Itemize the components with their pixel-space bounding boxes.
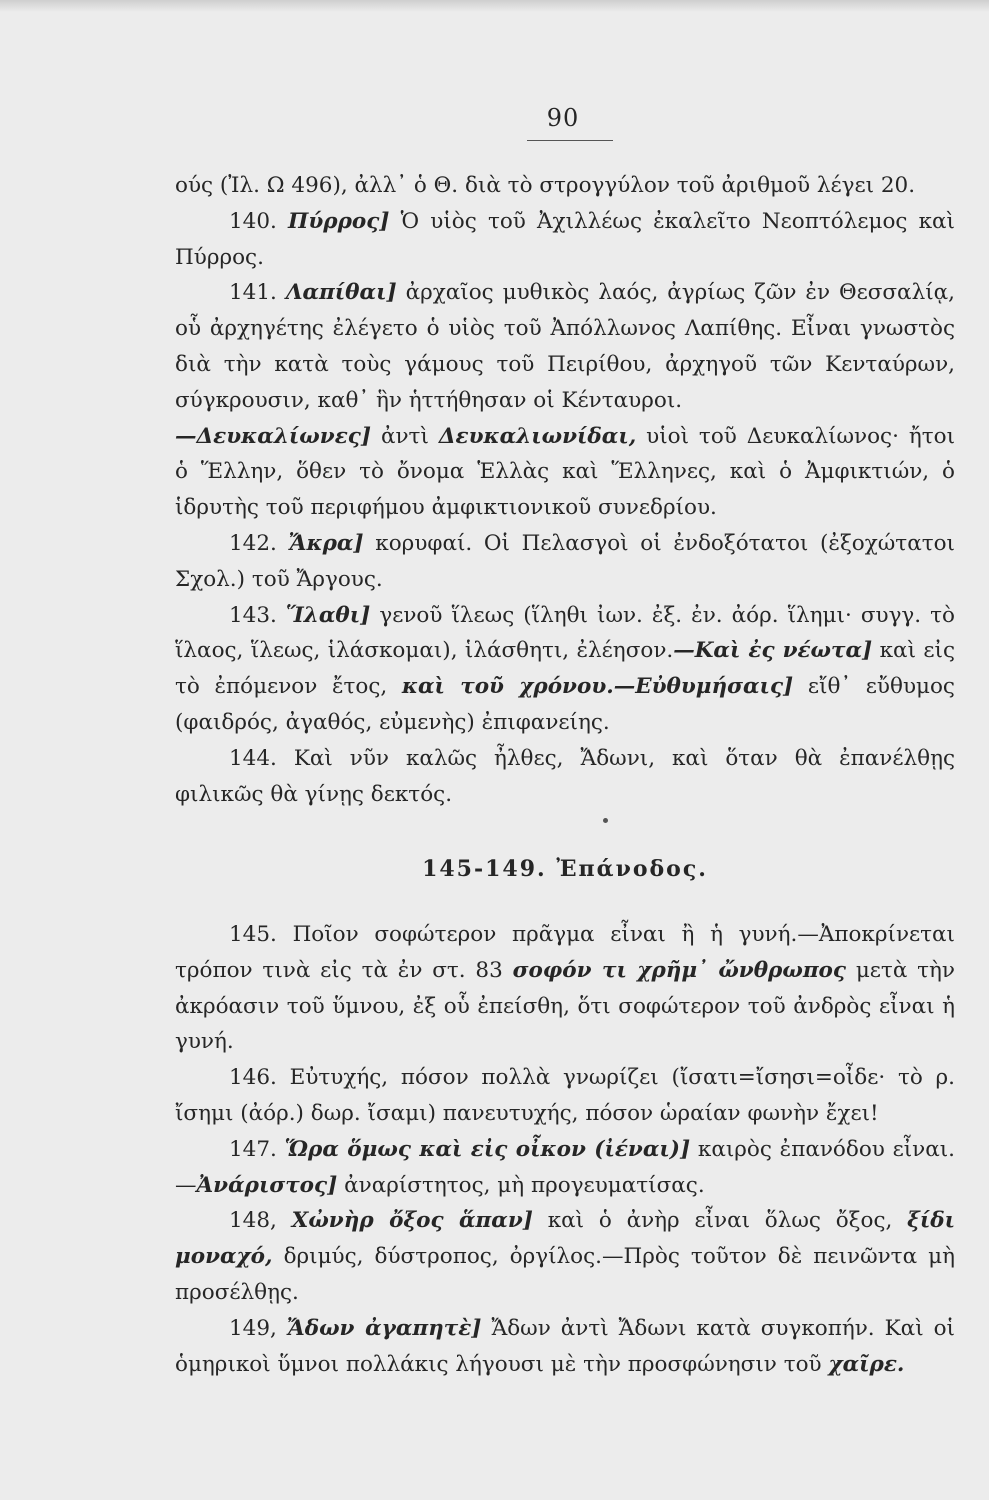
- para-146-num: 146.: [229, 1065, 277, 1091]
- para-147-head2: Ἀνάριστος]: [196, 1172, 338, 1198]
- para-149-text: Ἄδων ἀντὶ Ἄδωνι κατὰ συγκοπήν. Καὶ οἱ ὁμηρικοὶ ὕμνοι πολλάκις λήγουσι μὲ τὴν προσφώνησιν τοῦ: [175, 1315, 955, 1377]
- para-143-text3: εἴθ᾽ εὔθυμος (φαιδρός, ἀγαθός, εὐμενὴς) ἐπιφανείης.: [175, 674, 955, 735]
- para-144-text: Καὶ νῦν καλῶς ἦλθες, Ἄδωνι, καὶ ὅταν θὰ ἐπανέλθῃς φιλικῶς θὰ γίνῃς δεκτός.: [175, 745, 955, 807]
- para-149: [175, 1311, 955, 1383]
- commentary-lower: [175, 917, 955, 1382]
- para-142: [175, 526, 955, 598]
- para-intro-text: ούς (Ἰλ. Ω 496), ἀλλ᾽ ὁ Θ. διὰ τὸ στρογγύλον τοῦ ἀριθμοῦ λέγει 20.: [175, 173, 916, 198]
- para-144-num: 144.: [229, 745, 277, 771]
- para-145-text: Ποῖον σοφώτερον πρᾶγμα εἶναι ἢ ἡ γυνή.—Ἀποκρίνεται τρόπον τινὰ εἰς τὰ ἐν στ. 83: [175, 922, 955, 983]
- para-140-head: Πύρρος]: [288, 208, 390, 234]
- para-148: [175, 1203, 955, 1310]
- para-142-text: κορυφαί. Οἱ Πελασγοὶ οἱ ἐνδοξότατοι (ἐξοχώτατοι Σχολ.) τοῦ Ἄργους.: [175, 530, 955, 592]
- para-141-text: ἀρχαῖος μυθικὸς λαός, ἀγρίως ζῶν ἐν Θεσσαλίᾳ, οὗ ἀρχηγέτης ἐλέγετο ὁ υἱὸς τοῦ Ἀπόλλωνος Λαπίθης. Εἶναι γνωστὸς διὰ τὴν κατὰ τοὺς γάμους τοῦ Πειρίθου, ἀρχηγοῦ τῶν Κενταύρων, σύγκρουσιν, καθ᾽ ἣν ἡττήθησαν οἱ Κένταυροι.: [175, 280, 955, 413]
- para-148-num: 148,: [229, 1208, 277, 1234]
- ink-speck: [603, 818, 608, 823]
- para-142-head: Ἄκρα]: [288, 530, 364, 556]
- page-edge-shadow: [0, 0, 989, 12]
- para-141-head3: Δευκαλιωνίδαι,: [438, 423, 637, 449]
- para-143-num: 143.: [229, 602, 277, 628]
- page-number: 90: [546, 104, 580, 132]
- para-147: [175, 1132, 955, 1204]
- para-145-head: σοφόν τι χρῆμ᾽ ὤνθρωπος: [512, 957, 846, 983]
- para-143-head3: καὶ τοῦ χρόνου.: [401, 674, 614, 700]
- para-143-head2: —Καὶ ἐς νέωτα]: [673, 638, 873, 664]
- para-141-cont: [175, 419, 955, 526]
- para-145-text2: μετὰ τὴν ἀκρόασιν τοῦ ὕμνου, ἐξ οὗ ἐπείσθη, ὅτι σοφώτερον τοῦ ἀνδρὸς εἶναι ἡ γυνή.: [175, 957, 955, 1055]
- para-142-num: 142.: [229, 530, 277, 556]
- para-140: [175, 204, 955, 276]
- para-145: [175, 917, 955, 1060]
- para-143-head: Ἵλαθι]: [285, 602, 371, 628]
- para-141: [175, 275, 955, 418]
- para-140-text: Ὁ υἱὸς τοῦ Ἀχιλλέως ἐκαλεῖτο Νεοπτόλεμος καὶ Πύρρος.: [175, 208, 955, 270]
- para-148-text2: δριμύς, δύστροπος, ὀργίλος.—Πρὸς τοῦτον δὲ πεινῶντα μὴ προσέλθῃς.: [175, 1244, 955, 1305]
- para-149-num: 149,: [229, 1315, 277, 1341]
- para-intro: [175, 168, 955, 204]
- para-148-head: Χὠνὴρ ὄξος ἅπαν]: [291, 1208, 533, 1234]
- para-141-text2b: υἱοὶ τοῦ Δευκαλίωνος· ἤτοι ὁ Ἕλλην, ὅθεν τὸ ὄνομα Ἑλλὰς καὶ Ἕλληνες, καὶ ὁ Ἀμφικτιών, ὁ ἱδρυτὴς τοῦ περιφήμου ἀμφικτιονικοῦ συνεδρίου.: [175, 423, 956, 521]
- para-149-head: Ἄδων ἀγαπητὲ]: [286, 1315, 482, 1341]
- para-143-text2: καὶ εἰς τὸ ἐπόμενον ἔτος,: [175, 638, 955, 700]
- para-147-head: Ὥρα ὅμως καὶ εἰς οἶκον (ἰέναι)]: [284, 1136, 691, 1162]
- para-141-text2a: ἀντὶ: [380, 423, 429, 449]
- page-number-rule: [527, 140, 613, 141]
- para-143-text: γενοῦ ἵλεως (ἵληθι ἰων. ἐξ. ἐν. ἀόρ. ἵλημι· συγγ. τὸ ἵλαος, ἵλεως, ἱλάσκομαι), ἱλάσθητι, ἐλέησον.: [175, 602, 955, 664]
- para-148-head2: ξίδι μοναχό,: [175, 1208, 955, 1270]
- commentary-upper: [175, 168, 955, 812]
- para-141-head2: —Δευκαλίωνες]: [175, 423, 372, 449]
- section-title: 145-149. Ἐπάνοδος.: [422, 856, 708, 882]
- para-140-num: 140.: [229, 208, 277, 234]
- para-149-head2: χαῖρε.: [828, 1351, 905, 1377]
- para-147-text: καιρὸς ἐπανόδου εἶναι.—: [175, 1136, 955, 1198]
- para-141-num: 141.: [229, 280, 277, 306]
- para-144: [175, 741, 955, 813]
- para-143-head4: —Εὐθυμήσαις]: [613, 674, 794, 700]
- para-145-num: 145.: [229, 922, 277, 947]
- para-143: [175, 598, 955, 741]
- para-146: [175, 1060, 955, 1132]
- para-147-text2: ἀναρίστητος, μὴ προγευματίσας.: [344, 1172, 705, 1198]
- para-141-head: Λαπίθαι]: [285, 280, 397, 306]
- para-146-text: Εὐτυχής, πόσον πολλὰ γνωρίζει (ἴσατι=ἴσησι=οἶδε· τὸ ρ. ἴσημι (ἀόρ.) δωρ. ἴσαμι) πανευτυχής, πόσον ὡραίαν φωνὴν ἔχει!: [175, 1065, 955, 1126]
- para-148-text: καὶ ὁ ἀνὴρ εἶναι ὅλως ὄξος,: [547, 1208, 893, 1234]
- para-147-num: 147.: [229, 1136, 277, 1162]
